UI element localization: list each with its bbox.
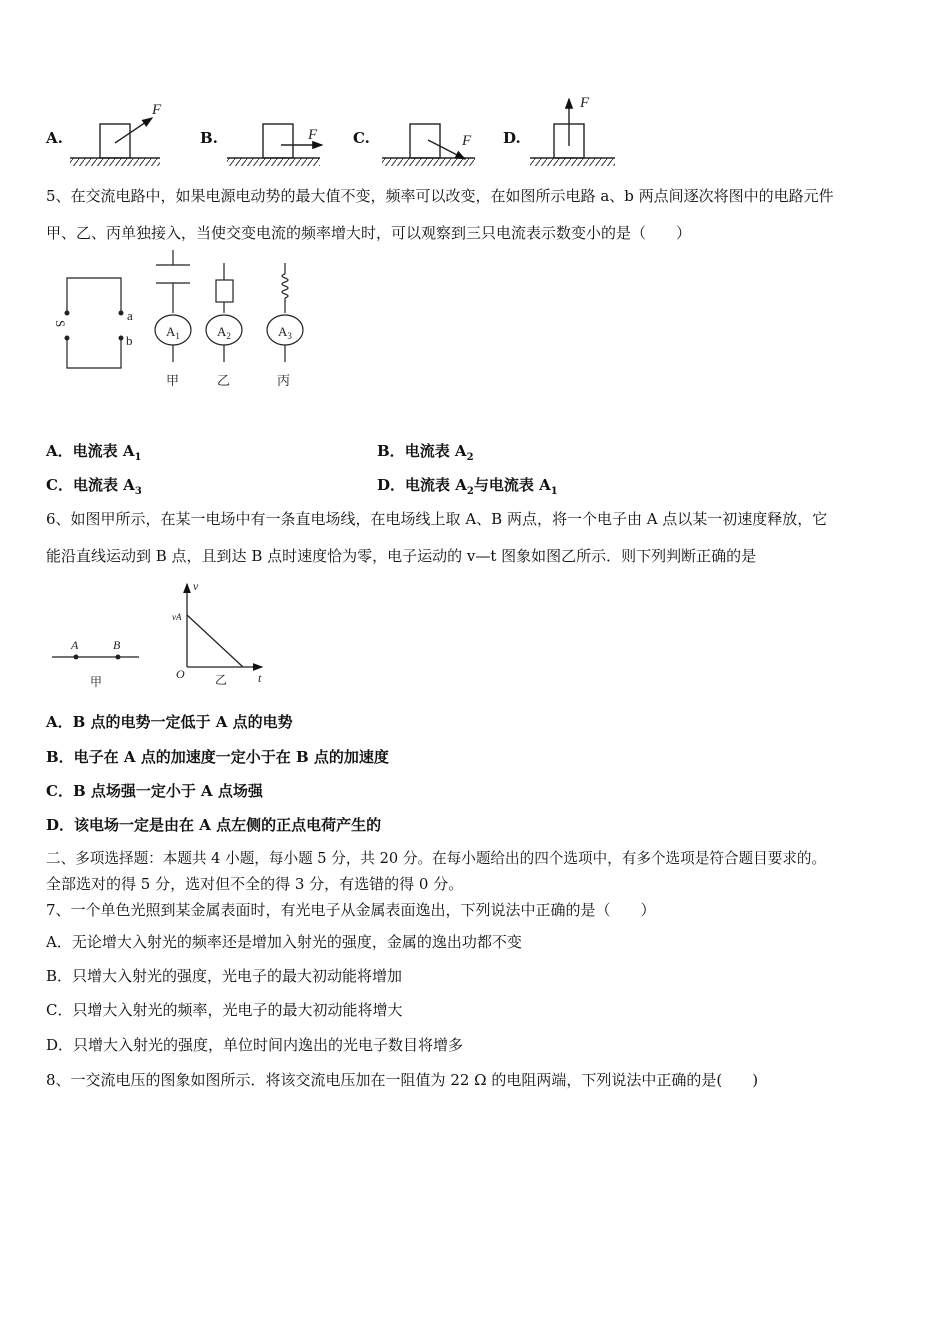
q5-stem-line1: 5、在交流电路中，如果电源电动势的最大值不变，频率可以改变，在如图所示电路 a、b 两点间逐次将图中的电路元件 — [46, 187, 834, 205]
ammeter-a3: $A_3$ — [278, 324, 292, 341]
t-axis-label: t — [258, 671, 262, 685]
element-bing-label: 丙 — [277, 373, 291, 388]
q7-option-c[interactable]: C．只增大入射光的频率，光电子的最大初动能将增大 — [46, 1001, 403, 1019]
force-label-d: F — [580, 95, 590, 111]
q6-option-c[interactable]: C．B 点场强一定小于 A 点场强 — [46, 782, 263, 800]
terminal-b-label: b — [126, 333, 133, 348]
q5-stem-line2: 甲、乙、丙单独接入，当使交变电流的频率增大时，可以观察到三只电流表示数变小的是（ ） — [46, 224, 692, 242]
v-axis-label: v — [193, 579, 199, 593]
q6-stem-line2: 能沿直线运动到 B 点，且到达 B 点时速度恰为零，电子运动的 v—t 图象如图乙所示．则下列判断正确的是 — [46, 547, 757, 565]
q4-option-a-label[interactable]: A. — [46, 129, 63, 147]
q8-stem: 8、一交流电压的图象如图所示．将该交流电压加在一阻值为 22 Ω 的电阻两端，下列说法中正确的是( ) — [46, 1071, 759, 1089]
ammeter-a1: $A_1$ — [166, 324, 180, 341]
section2-instructions-line1: 二、多项选择题：本题共 4 小题，每小题 5 分，共 20 分。在每小题给出的四个选项中，有多个选项是符合题目要求的。 — [46, 850, 827, 867]
force-label-a: F — [152, 102, 162, 118]
figure-jia-caption: 甲 — [90, 675, 103, 689]
section2-instructions-line2: 全部选对的得 5 分，选对但不全的得 3 分，有选错的得 0 分。 — [46, 875, 464, 893]
q6-option-b[interactable]: B．电子在 A 点的加速度一定小于在 B 点的加速度 — [46, 748, 389, 766]
q5-option-d[interactable]: D．电流表 $A_2$与电流表 $A_1$ — [377, 476, 558, 497]
source-label: S — [53, 320, 68, 328]
element-yi-label: 乙 — [217, 373, 231, 388]
force-label-b: F — [308, 127, 318, 143]
q5-option-c[interactable]: C．电流表 $A_3$ — [46, 476, 142, 497]
element-jia-label: 甲 — [166, 373, 180, 388]
point-b-label: B — [113, 638, 121, 652]
figure-yi-caption: 乙 — [215, 673, 228, 687]
terminal-a-label: a — [127, 308, 133, 323]
q7-stem: 7、一个单色光照到某金属表面时，有光电子从金属表面逸出，下列说法中正确的是（ ） — [46, 901, 656, 919]
origin-label: O — [176, 667, 185, 681]
q4-option-c-label[interactable]: C. — [353, 129, 370, 147]
q7-option-d[interactable]: D．只增大入射光的强度，单位时间内逸出的光电子数目将增多 — [46, 1036, 464, 1054]
q6-option-a[interactable]: A．B 点的电势一定低于 A 点的电势 — [46, 713, 293, 731]
q7-option-a[interactable]: A．无论增大入射光的频率还是增加入射光的强度，金属的逸出功都不变 — [46, 933, 522, 951]
q6-stem-line1: 6、如图甲所示，在某一电场中有一条直电场线，在电场线上取 A、B 两点，将一个电子由 A 点以某一初速度释放，它 — [46, 510, 828, 528]
q5-option-a[interactable]: A．电流表 $A_1$ — [46, 442, 142, 463]
q7-option-b[interactable]: B．只增大入射光的强度，光电子的最大初动能将增加 — [46, 967, 403, 985]
q4-option-b-label[interactable]: B. — [200, 129, 218, 147]
ammeter-a2: $A_2$ — [217, 324, 231, 341]
force-label-c: F — [462, 133, 472, 149]
v0-label: vA — [172, 612, 182, 622]
q4-option-d-label[interactable]: D. — [503, 129, 521, 147]
q5-option-b[interactable]: B．电流表 $A_2$ — [377, 442, 474, 463]
q6-option-d[interactable]: D．该电场一定是由在 A 点左侧的正点电荷产生的 — [46, 816, 382, 834]
point-a-label: A — [71, 638, 79, 652]
